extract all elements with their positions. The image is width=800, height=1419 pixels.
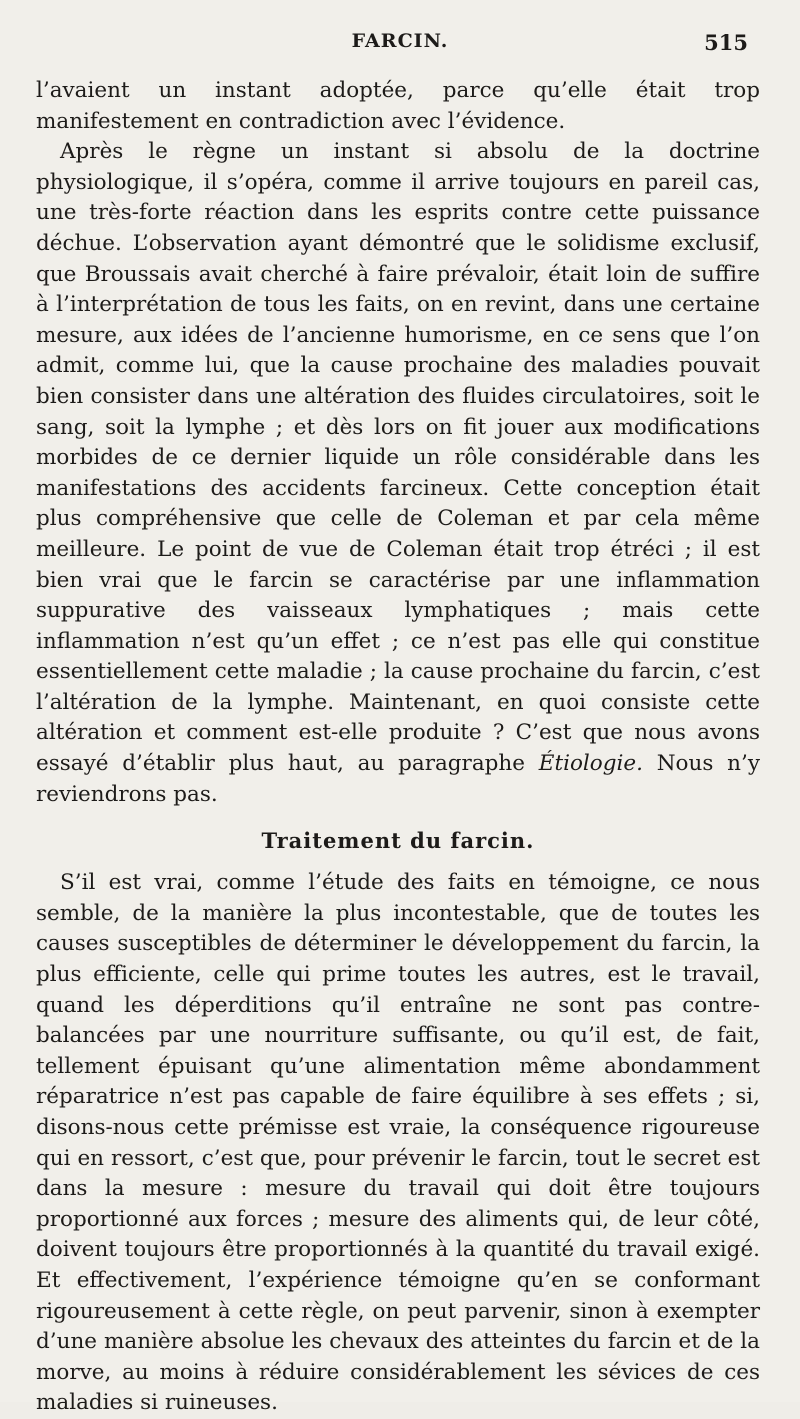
paragraph-treatment: S’il est vrai, comme l’étude des faits en témoigne, ce nous semble, de la manière la plus incontestable, que de toutes les causes susceptibles de déterminer le développement du farcin, la plus efficiente, celle qui prime toutes les autres, est le travail, quand les déperditions qu’il entraîne ne sont pas contre-balancées par une nourriture suffisante, ou qu’il est, de fait, tellement épuisant qu’une alimentation même abondamment réparatrice n’est pas capable de faire équilibre à ses effets ; si, disons-nous cette prémisse est vraie, la conséquence rigoureuse qui en ressort, c’est que, pour prévenir le farcin, tout le secret est dans la mesure : mesure du travail qui doit être toujours proportionné aux forces ; mesure des aliments qui, de leur côté, doivent toujours être proportionnés à la quantité du travail exigé. Et effectivement, l’expérience témoigne qu’en se conformant rigoureusement à cette règle, on peut parvenir, sinon à exempter d’une manière absolue les chevaux des atteintes du farcin et de la morve, au moins à réduire considérablement les sévices de ces maladies si ruineuses. [36, 870, 760, 1416]
running-title: FARCIN. [351, 30, 449, 52]
etiologie-reference: Étiologie. [538, 751, 643, 777]
paragraph-doctrine-end: Nous n’y reviendrons pas. [36, 751, 760, 807]
body-text [36, 76, 760, 1419]
paragraph-continuation: l’avaient un instant adoptée, parce qu’elle était trop manifestement en contradiction avec l’évidence. [36, 78, 760, 134]
running-head [0, 30, 800, 60]
paragraph-doctrine [36, 137, 760, 810]
section-heading: Traitement du farcin. [261, 828, 535, 854]
paragraph-doctrine-text: Après le règne un instant si absolu de la doctrine physiologique, il s’opéra, comme il arrive toujours en pareil cas, une très-forte réaction dans les esprits contre cette puissance déchue. L’observation ayant démontré que le solidisme exclusif, que Broussais avait cherché à faire prévaloir, était loin de suffire à l’interprétation de tous les faits, on en revint, dans une certaine mesure, aux idées de l’ancienne humorisme, en ce sens que l’on admit, comme lui, que la cause prochaine des maladies pouvait bien consister dans une altération des fluides circulatoires, soit le sang, soit la lymphe ; et dès lors on fit jouer aux modifications morbides de ce dernier liquide un rôle considérable dans les manifestations des accidents farcineux. Cette conception était plus compréhensive que celle de Coleman et par cela même meilleure. Le point de vue de Coleman était trop étréci ; il est bien vrai que le farcin se caractérise par une inflammation suppurative des vaisseaux lymphatiques ; mais cette inflammation n’est qu’un effet ; ce n’est pas elle qui constitue essentiellement cette maladie ; la cause prochaine du farcin, c’est l’altération de la lymphe. Maintenant, en quoi consiste cette altération et comment est-elle produite ? C’est que nous avons essayé d’établir plus haut, au paragraphe [36, 139, 760, 777]
page-number: 515 [704, 30, 748, 55]
